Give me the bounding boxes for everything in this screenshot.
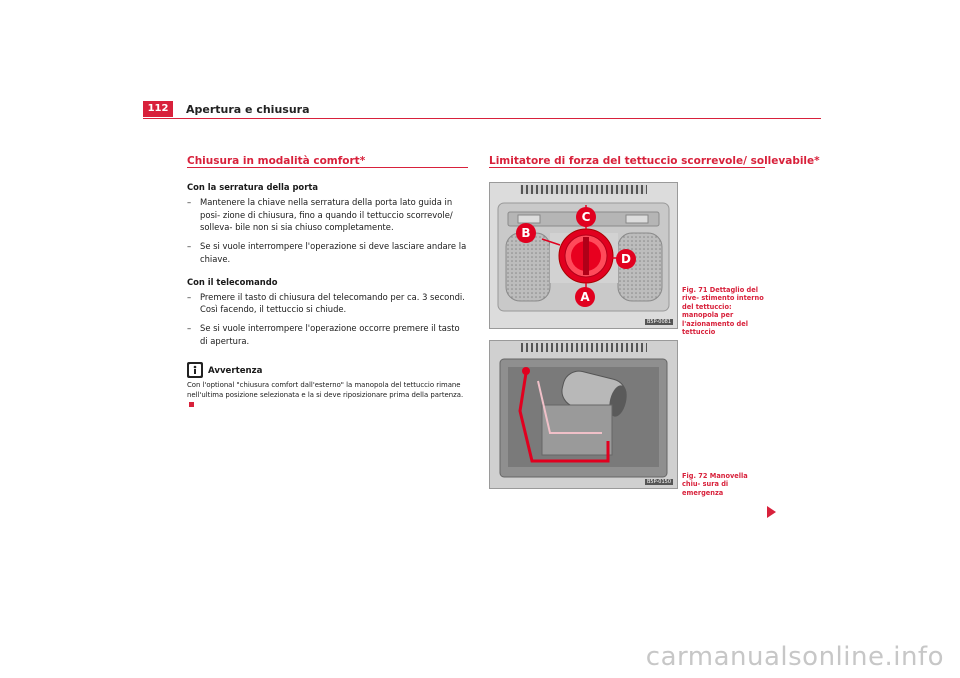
next-page-arrow-icon[interactable] [767, 506, 776, 518]
subheading-remote: Con il telecomando [187, 276, 278, 287]
emergency-crank-illustration [490, 341, 677, 488]
figure-72-caption: Fig. 72 Manovella chiu- sura di emergenza [682, 472, 748, 497]
left-section-rule [187, 167, 468, 168]
right-section-rule [489, 167, 765, 168]
subheading-door-lock: Con la serratura della porta [187, 182, 318, 192]
figure-71-caption: Fig. 71 Dettaglio del rive- stimento interno del tettuccio: manopola per l'azionamento del tettuccio [682, 286, 764, 337]
list-item: – Mantenere la chiave nella serratura della porta lato guida in posi- zione di chiusura, fino a quando il tettuccio scorrevole/ solleva- bile non si sia chiuso completamente. [187, 196, 453, 233]
figure-71 [489, 182, 678, 329]
chapter-title: Apertura e chiusura [186, 103, 310, 116]
figure-code: B5P-0150 [646, 479, 671, 485]
note-header [187, 362, 469, 378]
header-rule [143, 118, 821, 119]
callout-d: D [616, 249, 636, 269]
end-marker-icon [189, 402, 194, 407]
note-text: Con l'optional "chiusura comfort dall'esterno" la manopola del tettuccio rimane nell'ultima posizione selezionata e la si deve riposizionare prima della partenza. [187, 380, 469, 411]
right-section-title: Limitatore di forza del tettuccio scorrevole/ sollevabile* [489, 155, 820, 167]
callout-c: C [576, 207, 596, 227]
list-item: – Se si vuole interrompere l'operazione si deve lasciare andare la chiave. [187, 241, 467, 264]
callout-b: B [516, 223, 536, 243]
left-column [187, 181, 469, 410]
info-note-icon [187, 362, 203, 378]
note-title: Avvertenza [208, 365, 263, 376]
list-item: – Se si vuole interrompere l'operazione occorre premere il tasto di apertura. [187, 323, 460, 346]
callout-a: A [575, 287, 595, 307]
list-item: – Premere il tasto di chiusura del telecomando per ca. 3 secondi. Così facendo, il tettuccio si chiude. [187, 291, 465, 315]
figure-code: B5P-0081 [646, 319, 671, 325]
watermark: carmanualsonline.info [645, 642, 944, 672]
left-section-title: Chiusura in modalità comfort* [187, 155, 366, 167]
figure-72 [489, 340, 678, 489]
page-number: 112 [143, 101, 173, 117]
